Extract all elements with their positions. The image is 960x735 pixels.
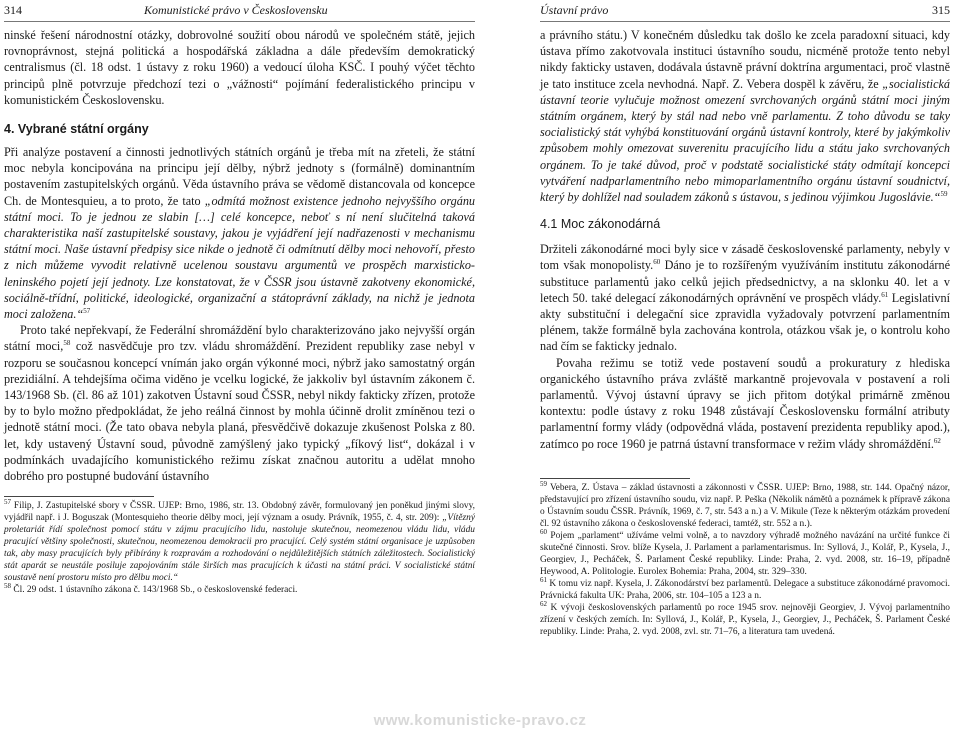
page-number: 315 — [932, 3, 950, 17]
footnote-number: 61 — [540, 575, 547, 584]
right-page — [480, 0, 960, 735]
body-text: Při analýze postavení a činnosti jednotlivých státních orgánů je třeba mít na zřeteli, že státní moc nebyla koncipována na principu její dělby, nýbrž jednoty s (formálně) dominantním postavením zastupitelských orgánů. Věda ústavního práva se vědomě distancovala od koncepce Ch. de Montesquieu, a to proto, že tato — [4, 145, 475, 208]
footnote-58 — [4, 584, 475, 596]
footnote-ref: 58 — [63, 339, 71, 348]
body-text: Dáno je to rozšířeným využíváním institutu zákonodárné substituce parlamentů jako celků jejich předsednictvy, a na sklonku 40. let a v letech 50. také delegací zákonodárných oprávnění ve prospěch vlády. — [540, 258, 950, 305]
subsection-heading: 4.1 Moc zákonodárná — [540, 217, 661, 232]
body-paragraph — [540, 355, 950, 452]
section-heading: 4. Vybrané státní orgány — [4, 122, 149, 137]
body-paragraph — [540, 241, 950, 354]
body-text: což nasvědčuje pro tzv. vládu shromáždění. Prezident republiky zase nebyl v rozporu se současnou koncepcí vnímán jako orgán výkonné moci, nýbrž jako samostatný orgán prezidiální. A tehdejšíma očima viděno je vcelku logické, že jakkoliv byl ústavním zákonem č. 143/1968 Sb. (čl. 86 až 101) zakotven Ústavní soud ČSSR, nebyl nikdy fakticky zřízen, protože by to bylo možno předpokládat, že jeho reálná činnost by mohla účinně drolit zmíněnou tezi o jednotě státní moci. (Že tato obava nebyla planá, přesvědčivě dokazuje zkušenost Polska z 80. let, kdy ustavený Ústavní soud, původně zamýšlený jako typický „fíkový list“, dokázal i v podmínkách uvadajícího komunistického režimu získat značnou autoritu a udělat mnoho dobrého pro postupné budování ústavního — [4, 339, 475, 484]
footnote-59 — [540, 479, 950, 530]
watermark: www.komunisticke-pravo.cz — [373, 712, 587, 729]
body-text: Proto také nepřekvapí, že Federální shromáždění bylo charakterizováno jako nejvyšší orgán státní moci, — [4, 323, 475, 354]
footnote-ref: 59 — [940, 189, 948, 198]
running-header-right — [540, 3, 950, 22]
footnote-ref: 60 — [653, 258, 661, 267]
intro-paragraph: ninské řešení národnostní otázky, dobrovolné soužití obou národů ve společném státě, jejich rovnoprávnost, stejná politická a hospodářská základna a dále především demokratický centralismus (čl. 18 odst. 1 ústavy z roku 1960) a vedoucí úloha KSČ. I pouhý výčet těchto principů plně potvrzuje předchozí tezi o „vážnosti“ pojímání federalistického principu v komunistickém Československu. — [4, 28, 475, 107]
quote-text: „odmítá možnost existence jednoho nejvyššího orgánu státní moci. To je jednou ze slabin […] celé koncepce, neboť s ní není slučitelná taková charakteristika naší zastupitelské soustavy, jakou je vyjádření její nadřazenosti v mechanismu státní moci. Naše ústavní předpisy sice nikde o jednotě či odmítnutí dělby moci nehovoří, přesto z nich můžeme vyvodit relativně ucelenou soustavu argumentů ve prospěch marxisticko-leninského pojetí její jednoty. Lze konstatovat, že v ČSSR jsou ústavně zakotveny ekonomické, sociálně-třídní, politické, ideologické, organizační a státoprávní základy, na nichž je jednota moci založena.“ — [4, 193, 476, 322]
body-text: a právního státu.) V konečném důsledku tak došlo ke zcela paradoxní situaci, kdy ústava přímo zakotvovala instituci ústavního soudu, nicméně protože tento nebyl nikdy fakticky ustaven, dodávala ústavně právní doktrína argumentaci, proč vlastně je tato instituce zcela nevhodná. Např. Z. Vebera dospěl k závěru, že — [540, 28, 950, 91]
footnote-number: 62 — [540, 599, 547, 608]
footnote-text: K vývoji československých parlamentů po roce 1945 srov. nejnověji Georgiev, J. Vývoj parlamentního zřízení v českých zemích. In: Syllová, J., Kolář, P., Kysela, J., Georgiev, J., Pecháček, Š. Parlament České republiky. Linde: Praha, 2. vyd. 2008, zvl. str. 71–76, a literatura tam uvedená. — [540, 602, 950, 637]
running-title: Komunistické právo v Československu — [144, 3, 328, 17]
footnote-text: Vebera, Z. Ústava – základ ústavnosti a zákonnosti v ČSSR. UJEP: Brno, 1988, str. 144. Opačný názor, představující pro zřízení ústavního soudu, viz např. P. Peška (Několik námětů a poznámek k přípravě zákona o Ústavním soudu ČSSR. Právník, 1969, č. 7, str. 543 a n.) a V. Mikule (Teze k některým otázkám provedení čl. 92 ústavního zákona o československé federaci, tamtéž, str. 552 a n.). — [540, 482, 950, 529]
footnote-text: Filip, J. Zastupitelské sbory v ČSSR. UJEP: Brno, 1986, str. 13. Obdobný závěr, formulovaný jen poněkud jinými slovy, vyjádřil např. i J. Boguszak (Montesquieho theorie dělby moci, její význam a osudy. Právník, 1955, č. 4, str. 209): — [4, 501, 475, 524]
footnote-ref: 62 — [933, 436, 941, 445]
footnote-62 — [540, 599, 950, 638]
footnote-number: 57 — [4, 498, 11, 507]
body-paragraph — [4, 322, 475, 484]
page-number: 314 — [4, 3, 22, 17]
footnote-text: K tomu viz např. Kysela, J. Zákonodárství bez parlamentů. Delegace a substituce zákonodárné pravomoci. Právnická fakulta UK: Praha, 2006, str. 104–105 a 123 a n. — [540, 578, 950, 601]
footnote-text: Čl. 29 odst. 1 ústavního zákona č. 143/1968 Sb., o československé federaci. — [13, 585, 298, 596]
body-text: Držiteli zákonodárné moci byly sice v zásadě československé parlamenty, nebyly v tom však monopolisty. — [540, 242, 950, 273]
quote-text: „socialistická ústavní teorie vylučuje možnost omezení svrchovaných orgánů státní moci jiným státním orgánem, který by stál nad nebo vně parlamentu. Z toho důvodu se taky socialistický stát vyhýbá konstituování orgánů ústavní kontroly, které by jakýmkoliv způsobem mohly omezovat suverenitu pracujícího lidu a státu jako svrchovaných orgánem. To je také důvod, proč v podstatě socialistické státy odmítají koncepci vytváření nadparlamentního nebo mimoparlamentního orgánu ústavní soudnictví, který by dohlížel nad souladem zákonů s ústavou, s jedinou výjimkou Jugoslávie.“ — [540, 76, 950, 205]
body-text: Legislativní akty substituční i delegační sice zpravidla vyžadovaly potvrzení parlamentním plénem, takže formálně byla zachována kontrola, otázkou však je, o kontrolu koho nad čím se fakticky jednalo. — [540, 290, 951, 354]
footnote-ref: 57 — [83, 306, 91, 315]
running-title: Ústavní právo — [540, 3, 609, 17]
footnote-number: 59 — [540, 479, 547, 488]
running-header-left — [4, 3, 475, 22]
footnote-ref: 61 — [881, 290, 889, 299]
continuation-paragraph — [540, 27, 950, 205]
footnote-text: Pojem „parlament“ užíváme velmi volně, a to navzdory výhradě možného navázání na určité funkce či skutečné činnosti. Srov. blíže Kysela, J. Parlament a parlamentarismus. In: Syllová, J., Kolář, P., Kysela, J., Georgiev, J., Pecháček, Š. Parlament České republiky. Linde: Praha, 2. vyd. 2008, str. 16–19, případně Heywood, A. Politologie. Eurolex Bohemia: Praha, 2004, str. 329–330. — [540, 530, 950, 577]
footnote-number: 60 — [540, 527, 547, 536]
body-paragraph — [4, 144, 475, 322]
footnote-number: 58 — [4, 582, 11, 591]
footnote-quote: „Vítězný proletariát řídí společnost pomocí státu v zájmu pracujícího lidu, nastoluje skutečnou, neomezenou vládu lidu, vládu pracující většiny společnosti, skutečnou, neomezenou demokracii pro pracující. Celý systém státní organisace je uzpůsoben tak, aby masy pracujících byly přibírány k rozpravám a rozhodování o nejdůležitějších státních záležitostech. Socialistický stát aparát se neustále posiluje zapojováním stále širších mas pracujících k účasti na státní práci. V socialistické státní soustavě není prostoru místo pro dělbu moci.“ — [4, 513, 476, 584]
body-text: Povaha režimu se totiž vede postavení soudů a prokuratury z hlediska organického ústavního práva zvláště markantně projevovala v postavení a roli parlamentů. Vývoj ústavní úpravy se jich přitom dotýkal primárně změnou kontextu: podle ústavy z roku 1948 zůstávají Československu formální atributy parlamentní formy vlády (odpovědná vláda, postavení prezidenta republiky apod.), zatímco po roce 1960 je patrná ústavní transformace v režim vlády shromáždění. — [540, 355, 950, 451]
footnote-60 — [540, 527, 950, 578]
footnote-61 — [540, 575, 950, 602]
footnote-57 — [4, 500, 475, 584]
